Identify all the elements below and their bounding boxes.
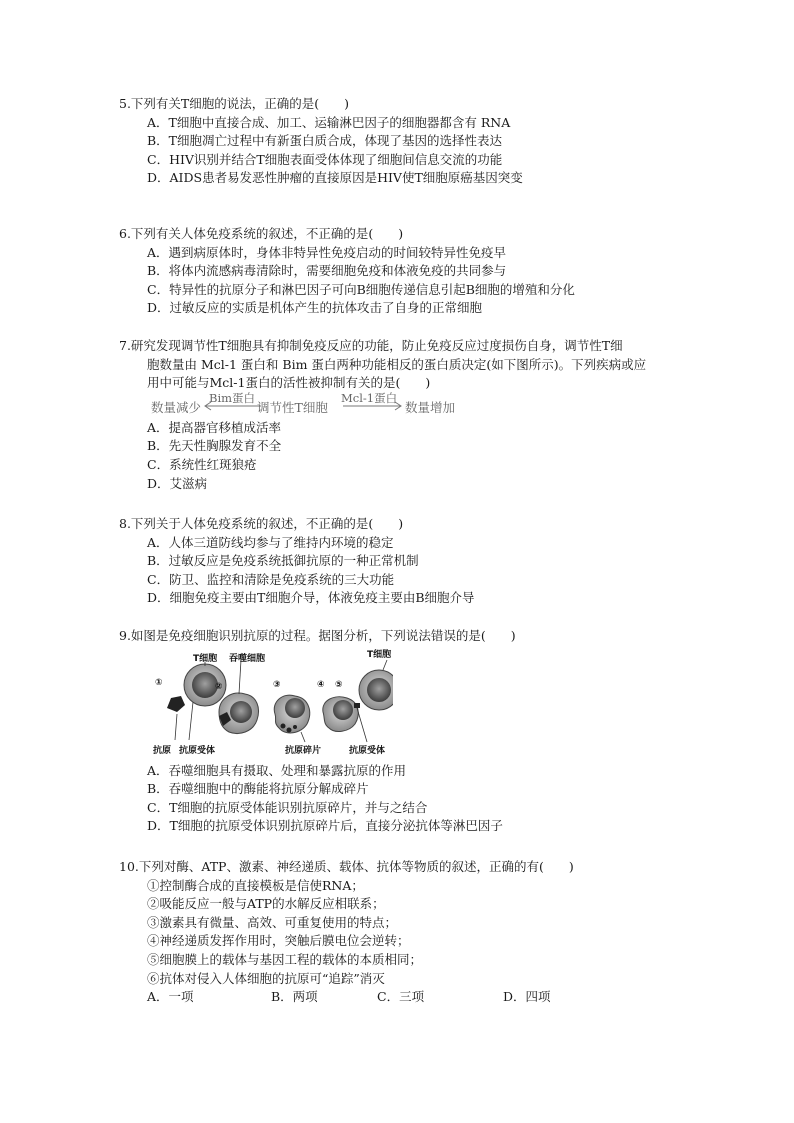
flow-arrow-2-label: Mcl-1蛋白 bbox=[341, 390, 398, 405]
question-10-item-2: ②吸能反应一般与ATP的水解反应相联系； bbox=[147, 896, 385, 912]
question-9-option-c: C．T细胞的抗原受体能识别抗原碎片，并与之结合 bbox=[147, 799, 428, 815]
question-6-option-b: B．将体内流感病毒清除时，需要细胞免疫和体液免疫的共同参与 bbox=[147, 263, 507, 279]
t-cell-right-label: T细胞 bbox=[367, 649, 392, 660]
question-9-option-d: D．T细胞的抗原受体识别抗原碎片后，直接分泌抗体等淋巴因子 bbox=[147, 818, 503, 834]
question-6-option-a: A．遇到病原体时，身体非特异性免疫启动的时间较特异性免疫早 bbox=[147, 244, 507, 260]
question-5 bbox=[119, 95, 679, 188]
step-4-marker: ④ bbox=[317, 679, 325, 690]
t-cell-left-label: T细胞 bbox=[193, 653, 218, 664]
step-2-marker: ② bbox=[215, 681, 223, 692]
question-10-item-5: ⑤细胞膜上的载体与基因工程的载体的本质相同； bbox=[147, 951, 423, 967]
question-5-option-a: A．T细胞中直接合成、加工、运输淋巴因子的细胞器都含有 RNA bbox=[147, 114, 511, 130]
question-6-option-c: C．特异性的抗原分子和淋巴因子可向B细胞传递信息引起B细胞的增殖和分化 bbox=[147, 281, 575, 297]
question-10-item-3: ③激素具有微量、高效、可重复使用的特点； bbox=[147, 914, 398, 930]
question-10-item-4: ④神经递质发挥作用时，突触后膜电位会逆转； bbox=[147, 933, 410, 949]
question-9-stem: 9.如图是免疫细胞识别抗原的过程。据图分析，下列说法错误的是( ) bbox=[119, 628, 516, 643]
question-6-stem: 6.下列有关人体免疫系统的叙述，不正确的是( ) bbox=[119, 226, 404, 241]
question-6 bbox=[119, 225, 679, 318]
question-10-choice-b: B．两项 bbox=[271, 989, 318, 1005]
question-10-item-6: ⑥抗体对侵入人体细胞的抗原可“追踪”消灭 bbox=[147, 970, 385, 986]
question-10-choices bbox=[119, 988, 679, 1007]
question-6-option-d: D．过敏反应的实质是机体产生的抗体攻击了自身的正常细胞 bbox=[147, 300, 483, 316]
question-5-option-c: C．HIV识别并结合T细胞表面受体体现了细胞间信息交流的功能 bbox=[147, 151, 503, 167]
flow-left-label: 数量减少 bbox=[151, 399, 202, 415]
question-8-option-d: D．细胞免疫主要由T细胞介导，体液免疫主要由B细胞介导 bbox=[147, 590, 475, 606]
question-9 bbox=[119, 627, 679, 836]
question-7-stem-line-3: 用中可能与Mcl-1蛋白的活性被抑制有关的是( ) bbox=[147, 375, 431, 391]
step-3-marker: ③ bbox=[273, 679, 281, 690]
step-5-marker: ⑤ bbox=[335, 679, 343, 690]
flow-middle-label: 调节性T细胞 bbox=[257, 399, 328, 415]
question-7-option-d: D．艾滋病 bbox=[147, 475, 208, 491]
question-10-stem: 10.下列对酶、ATP、激素、神经递质、载体、抗体等物质的叙述，正确的有( ) bbox=[119, 859, 574, 874]
step-1-marker: ① bbox=[155, 677, 163, 688]
left-arrow-icon bbox=[203, 401, 263, 411]
question-8-stem: 8.下列关于人体免疫系统的叙述，不正确的是( ) bbox=[119, 516, 404, 531]
question-5-stem: 5.下列有关T细胞的说法，正确的是( ) bbox=[119, 96, 350, 111]
flow-arrow-1-label: Bim蛋白 bbox=[209, 390, 256, 405]
question-7-option-a: A．提高器官移植成活率 bbox=[147, 419, 282, 435]
antigen-fragment-label: 抗原碎片 bbox=[285, 745, 322, 756]
antigen-recognition-figure bbox=[153, 650, 393, 760]
question-8-option-c: C．防卫、监控和清除是免疫系统的三大功能 bbox=[147, 571, 395, 587]
question-7-option-b: B．先天性胸腺发育不全 bbox=[147, 438, 282, 454]
phagocyte-label: 吞噬细胞 bbox=[229, 653, 266, 664]
question-7 bbox=[119, 337, 679, 493]
antigen-label: 抗原 bbox=[153, 745, 172, 756]
question-7-option-c: C．系统性红斑狼疮 bbox=[147, 456, 257, 472]
question-10-choice-a: A．一项 bbox=[147, 989, 194, 1005]
antigen-receptor-left-label: 抗原受体 bbox=[179, 745, 216, 756]
question-10-choice-c: C．三项 bbox=[377, 989, 425, 1005]
question-9-option-a: A．吞噬细胞具有摄取、处理和暴露抗原的作用 bbox=[147, 762, 407, 778]
question-8-option-b: B．过敏反应是免疫系统抵御抗原的一种正常机制 bbox=[147, 553, 419, 569]
question-7-stem-line-2: 胞数量由 Mcl-1 蛋白和 Bim 蛋白两种功能相反的蛋白质决定(如下图所示)。下列疾病或应 bbox=[147, 356, 647, 372]
question-8-option-a: A．人体三道防线均参与了维持内环境的稳定 bbox=[147, 534, 394, 550]
question-8 bbox=[119, 515, 679, 608]
question-10-item-1: ①控制酶合成的直接模板是信使RNA； bbox=[147, 877, 364, 893]
question-9-option-b: B．吞噬细胞中的酶能将抗原分解成碎片 bbox=[147, 781, 369, 797]
question-10-choice-d: D．四项 bbox=[503, 989, 551, 1005]
antigen-receptor-right-label: 抗原受体 bbox=[349, 745, 386, 756]
question-5-option-b: B．T细胞凋亡过程中有新蛋白质合成，体现了基因的选择性表达 bbox=[147, 133, 503, 149]
flow-right-label: 数量增加 bbox=[405, 399, 456, 415]
question-7-stem-line-1: 7.研究发现调节性T细胞具有抑制免疫反应的功能，防止免疫反应过度损伤自身，调节性T细 bbox=[119, 338, 623, 353]
question-5-option-d: D．AIDS患者易发恶性肿瘤的直接原因是HIV使T细胞原癌基因突变 bbox=[147, 170, 523, 186]
regulation-flow-diagram bbox=[151, 390, 679, 419]
question-10 bbox=[119, 858, 679, 1007]
